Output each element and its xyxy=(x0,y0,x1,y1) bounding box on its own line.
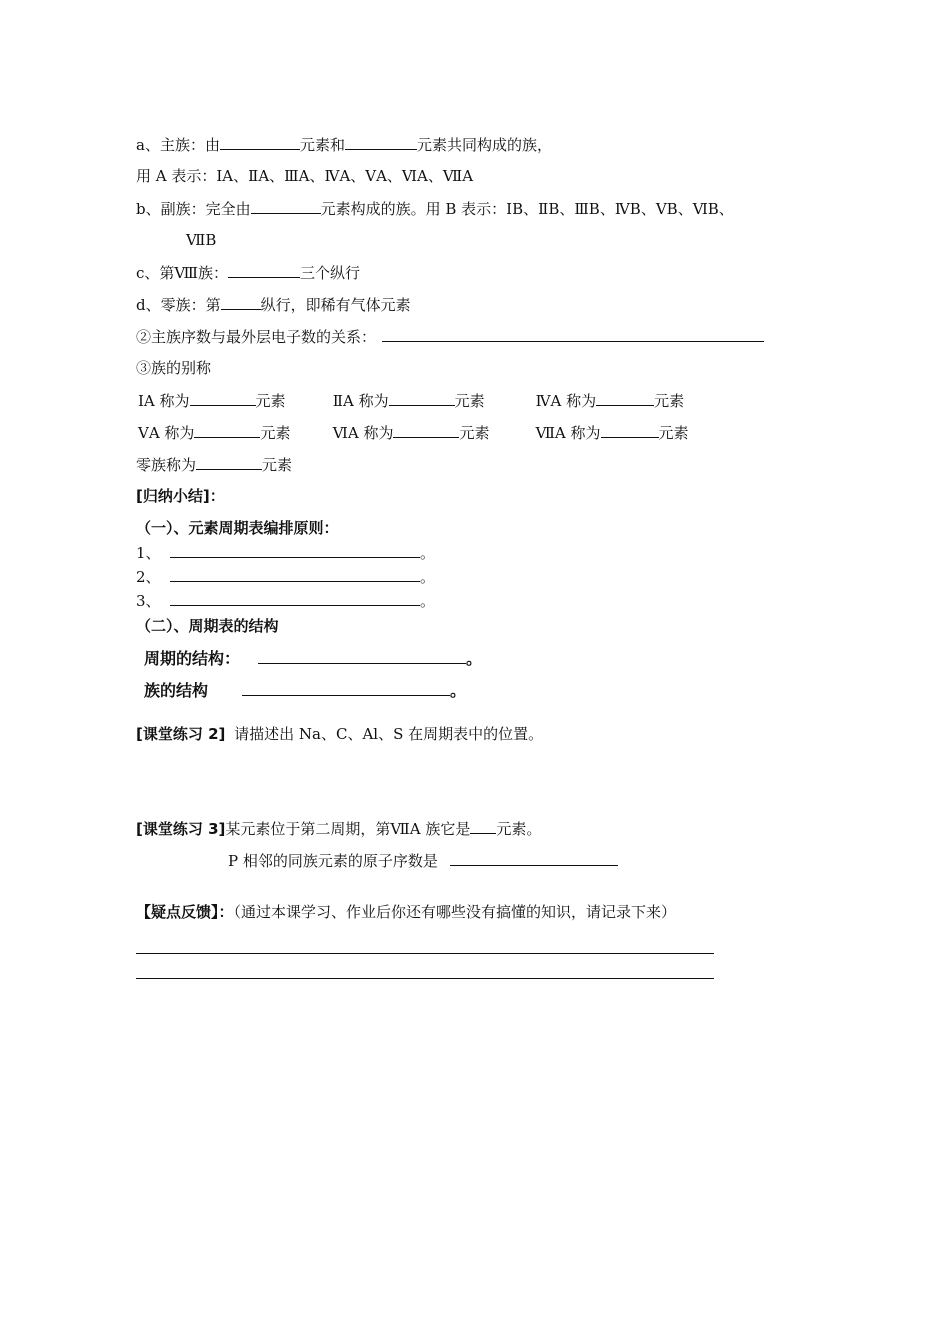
blank[interactable] xyxy=(170,566,420,582)
blank[interactable] xyxy=(194,422,260,438)
blank[interactable] xyxy=(470,818,496,834)
feedback: 【疑点反馈】：（通过本课学习、作业后你还有哪些没有搞懂的知识，请记录下来） xyxy=(136,903,677,921)
line-a-sub: 用 A 表示：ⅠA、ⅡA、ⅢA、ⅣA、ⅤA、ⅥA、ⅦA xyxy=(136,167,474,185)
alias-row-1: ⅠA 称为 元素 ⅡA 称为 元素 ⅣA 称为 元素 xyxy=(138,392,685,410)
blank[interactable] xyxy=(196,454,262,470)
blank[interactable] xyxy=(345,134,417,150)
blank[interactable] xyxy=(601,422,659,438)
line-b-cont: ⅦB xyxy=(186,231,217,249)
blank[interactable] xyxy=(382,326,764,342)
line-d: d、零族：第 纵行，即稀有气体元素 xyxy=(136,296,411,314)
line-c: c、第Ⅷ族： 三个纵行 xyxy=(136,264,361,282)
exercise-2: [课堂练习 2] 请描述出 Na、C、Al、S 在周期表中的位置。 xyxy=(136,725,544,743)
blank[interactable] xyxy=(450,850,618,866)
blank[interactable] xyxy=(190,390,256,406)
blank[interactable] xyxy=(251,198,321,214)
rule-2: 2、 。 xyxy=(136,568,436,586)
line-b: b、副族：完全由 元素构成的族。用 B 表示：ⅠB、ⅡB、ⅢB、ⅣB、ⅤB、ⅥB、 xyxy=(136,200,734,218)
blank[interactable] xyxy=(393,422,459,438)
blank[interactable] xyxy=(228,262,300,278)
blank[interactable] xyxy=(170,590,420,606)
family-structure: 族的结构 。 xyxy=(144,681,467,700)
zero-family: 零族称为 元素 xyxy=(136,456,293,474)
alias-row-2: ⅤA 称为 元素 ⅥA 称为 元素 ⅦA 称为 元素 xyxy=(138,424,689,442)
line-q3: ③族的别称 xyxy=(136,359,212,377)
blank[interactable] xyxy=(389,390,455,406)
line-a: a、主族：由 元素和 元素共同构成的族， xyxy=(136,136,552,154)
rule-3: 3、 。 xyxy=(136,592,436,610)
blank[interactable] xyxy=(258,648,466,664)
line-q2: ②主族序数与最外层电子数的关系： xyxy=(136,326,764,347)
blank[interactable] xyxy=(170,542,420,558)
feedback-write-line[interactable] xyxy=(136,953,714,954)
blank[interactable] xyxy=(242,680,450,696)
period-structure: 周期的结构： 。 xyxy=(144,649,483,668)
feedback-write-line[interactable] xyxy=(136,978,714,979)
blank[interactable] xyxy=(596,390,654,406)
blank[interactable] xyxy=(220,134,300,150)
summary-part1-title: （一）、元素周期表编排原则： xyxy=(136,519,339,537)
exercise-3: [课堂练习 3]某元素位于第二周期，第ⅦA 族它是 元素。 xyxy=(136,820,542,838)
summary-part2-title: （二）、周期表的结构 xyxy=(136,617,279,635)
blank[interactable] xyxy=(221,294,261,310)
rule-1: 1、 。 xyxy=(136,544,436,562)
exercise-3-line2: P 相邻的同族元素的原子序数是 xyxy=(228,850,618,871)
summary-heading: [归纳小结]： xyxy=(136,487,225,505)
